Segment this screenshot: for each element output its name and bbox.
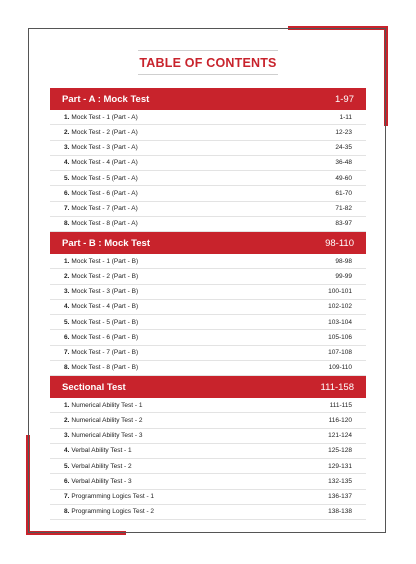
entry-number: 2. <box>64 128 70 136</box>
title-rule-top <box>138 50 278 51</box>
toc-row[interactable] <box>50 315 366 330</box>
section-rows-part-a <box>50 110 366 232</box>
entry-label: Mock Test - 6 (Part - B) <box>71 333 139 341</box>
entry-label: Numerical Ability Test - 2 <box>71 416 143 424</box>
entry-number: 8. <box>64 220 70 228</box>
entry-pages: 138-138 <box>328 508 352 516</box>
entry-number: 3. <box>64 288 70 296</box>
entry-label: Numerical Ability Test - 3 <box>71 432 143 440</box>
entry-number: 7. <box>64 349 70 357</box>
entry-pages: 98-98 <box>335 257 352 265</box>
entry-label: Mock Test - 7 (Part - B) <box>71 349 139 357</box>
entry-pages: 1-11 <box>339 113 352 121</box>
toc-row[interactable] <box>50 444 366 459</box>
toc-row[interactable] <box>50 202 366 217</box>
entry-number: 8. <box>64 364 70 372</box>
toc-row[interactable] <box>50 413 366 428</box>
entry-pages: 109-110 <box>328 364 352 372</box>
toc-row[interactable] <box>50 217 366 232</box>
toc-row[interactable] <box>50 398 366 413</box>
section-title: Part - A : Mock Test <box>62 93 150 105</box>
entry-label: Mock Test - 2 (Part - A) <box>71 128 138 136</box>
section-title: Part - B : Mock Test <box>62 237 150 249</box>
entry-pages: 36-48 <box>335 159 352 167</box>
toc-row[interactable] <box>50 474 366 489</box>
entry-label: Mock Test - 3 (Part - B) <box>71 288 139 296</box>
entry-number: 3. <box>64 432 70 440</box>
table-of-contents <box>50 88 366 520</box>
entry-label: Mock Test - 4 (Part - B) <box>71 303 139 311</box>
toc-row[interactable] <box>50 141 366 156</box>
toc-row[interactable] <box>50 110 366 125</box>
toc-row[interactable] <box>50 361 366 376</box>
entry-number: 4. <box>64 159 70 167</box>
entry-label: Mock Test - 4 (Part - A) <box>71 159 138 167</box>
section-page-range: 1-97 <box>334 93 354 105</box>
entry-pages: 107-108 <box>328 349 352 357</box>
entry-pages: 103-104 <box>328 318 352 326</box>
toc-row[interactable] <box>50 330 366 345</box>
entry-label: Mock Test - 2 (Part - B) <box>71 272 139 280</box>
entry-number: 5. <box>64 462 70 470</box>
entry-label: Mock Test - 1 (Part - A) <box>71 113 138 121</box>
entry-number: 5. <box>64 174 70 182</box>
entry-label: Mock Test - 8 (Part - B) <box>71 364 139 372</box>
toc-row[interactable] <box>50 300 366 315</box>
toc-row[interactable] <box>50 269 366 284</box>
toc-row[interactable] <box>50 346 366 361</box>
entry-pages: 61-70 <box>335 189 352 197</box>
entry-number: 4. <box>64 447 70 455</box>
entry-label: Mock Test - 5 (Part - B) <box>71 318 139 326</box>
entry-number: 4. <box>64 303 70 311</box>
toc-row[interactable] <box>50 156 366 171</box>
entry-pages: 24-35 <box>335 144 352 152</box>
entry-label: Verbal Ability Test - 1 <box>71 447 132 455</box>
toc-row[interactable] <box>50 429 366 444</box>
toc-row[interactable] <box>50 254 366 269</box>
section-header-part-a[interactable] <box>50 88 366 110</box>
entry-number: 6. <box>64 333 70 341</box>
entry-number: 2. <box>64 272 70 280</box>
entry-label: Verbal Ability Test - 2 <box>71 462 132 470</box>
entry-label: Mock Test - 6 (Part - A) <box>71 189 138 197</box>
entry-number: 5. <box>64 318 70 326</box>
entry-pages: 100-101 <box>328 288 352 296</box>
section-rows-part-b <box>50 254 366 376</box>
entry-label: Mock Test - 7 (Part - A) <box>71 205 138 213</box>
entry-label: Mock Test - 3 (Part - A) <box>71 144 138 152</box>
entry-pages: 49-60 <box>335 174 352 182</box>
entry-number: 1. <box>64 257 70 265</box>
entry-number: 8. <box>64 508 70 516</box>
entry-pages: 121-124 <box>328 432 352 440</box>
toc-row[interactable] <box>50 505 366 520</box>
toc-row[interactable] <box>50 171 366 186</box>
entry-number: 6. <box>64 477 70 485</box>
toc-row[interactable] <box>50 459 366 474</box>
entry-number: 6. <box>64 189 70 197</box>
section-page-range: 111-158 <box>320 381 354 393</box>
toc-row[interactable] <box>50 285 366 300</box>
entry-pages: 102-102 <box>328 303 352 311</box>
entry-number: 7. <box>64 493 70 501</box>
section-title: Sectional Test <box>62 381 126 393</box>
entry-pages: 125-128 <box>328 447 352 455</box>
entry-label: Verbal Ability Test - 3 <box>71 477 132 485</box>
toc-row[interactable] <box>50 490 366 505</box>
entry-number: 1. <box>64 401 70 409</box>
entry-pages: 105-106 <box>328 333 352 341</box>
entry-pages: 71-82 <box>335 205 352 213</box>
entry-label: Mock Test - 5 (Part - A) <box>71 174 138 182</box>
section-header-part-b[interactable] <box>50 232 366 254</box>
entry-label: Numerical Ability Test - 1 <box>71 401 143 409</box>
entry-pages: 129-131 <box>328 462 352 470</box>
entry-pages: 12-23 <box>335 128 352 136</box>
page-title: TABLE OF CONTENTS <box>139 56 277 70</box>
entry-label: Programming Logics Test - 1 <box>71 493 155 501</box>
entry-label: Mock Test - 8 (Part - A) <box>71 220 138 228</box>
toc-row[interactable] <box>50 125 366 140</box>
title-rule-bottom <box>138 74 278 75</box>
entry-pages: 132-135 <box>328 477 352 485</box>
entry-number: 7. <box>64 205 70 213</box>
entry-pages: 83-97 <box>335 220 352 228</box>
section-page-range: 98-110 <box>325 237 354 249</box>
section-header-sectional-test[interactable] <box>50 376 366 398</box>
entry-number: 2. <box>64 416 70 424</box>
entry-label: Mock Test - 1 (Part - B) <box>71 257 139 265</box>
entry-pages: 136-137 <box>328 493 352 501</box>
entry-pages: 99-99 <box>335 272 352 280</box>
entry-pages: 111-115 <box>329 401 352 409</box>
entry-number: 3. <box>64 144 70 152</box>
entry-number: 1. <box>64 113 70 121</box>
section-rows-sectional-test <box>50 398 366 520</box>
entry-label: Programming Logics Test - 2 <box>71 508 155 516</box>
toc-row[interactable] <box>50 186 366 201</box>
entry-pages: 116-120 <box>328 416 352 424</box>
